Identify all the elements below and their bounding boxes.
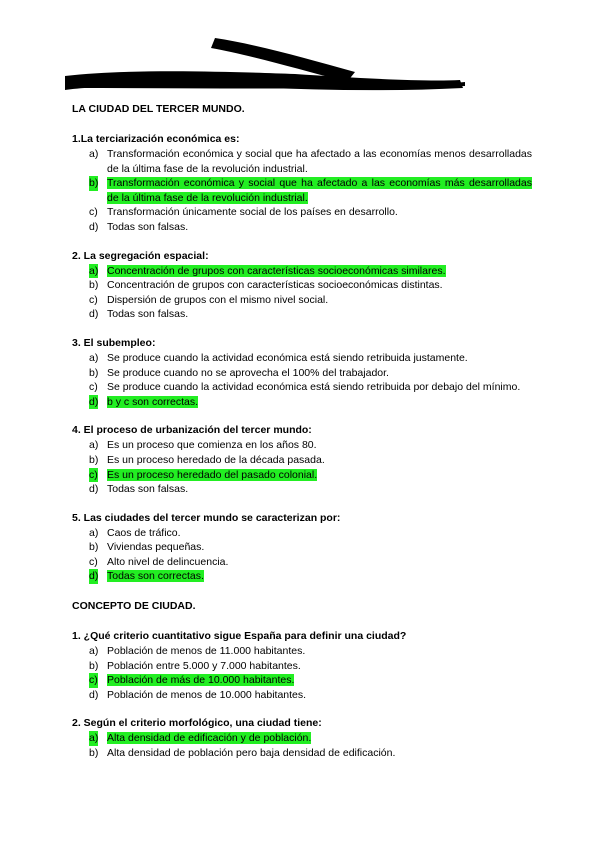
option-text: Viviendas pequeñas.	[107, 541, 205, 554]
option-text: Todas son falsas.	[107, 308, 189, 321]
answer-options	[72, 644, 532, 702]
option-text: b y c son correctas.	[107, 395, 199, 408]
question-block	[72, 629, 532, 702]
option-letter: b)	[89, 453, 99, 466]
option-text: Caos de tráfico.	[107, 526, 181, 539]
option-text: Transformación económica y social que ha afectado a las economías menos desarrolladas de la última fase de la revolución industrial.	[107, 148, 532, 175]
option-letter: d)	[89, 220, 99, 233]
answer-option	[89, 526, 532, 541]
answer-option-correct	[89, 264, 532, 279]
answer-option	[89, 205, 532, 220]
answer-option-correct	[89, 673, 532, 688]
answer-option	[89, 147, 532, 176]
answer-option	[89, 453, 532, 468]
option-text: Todas son correctas.	[107, 570, 204, 583]
option-letter: a)	[89, 645, 99, 658]
option-text: Es un proceso que comienza en los años 80.	[107, 439, 317, 452]
option-text: Es un proceso heredado del pasado colonial.	[107, 468, 318, 481]
option-letter: d)	[89, 570, 99, 583]
answer-option	[89, 555, 532, 570]
question-text: 3. El subempleo:	[72, 336, 156, 349]
question-block	[72, 132, 532, 235]
option-text: Es un proceso heredado de la década pasada.	[107, 453, 325, 466]
option-text: Población entre 5.000 y 7.000 habitantes.	[107, 659, 301, 672]
answer-option	[89, 644, 532, 659]
option-letter: d)	[89, 483, 99, 496]
answer-options	[72, 351, 532, 409]
option-letter: b)	[89, 177, 99, 190]
question-block	[72, 423, 532, 496]
option-text: Se produce cuando no se aprovecha el 100% del trabajador.	[107, 366, 389, 379]
option-text: Población de menos de 11.000 habitantes.	[107, 645, 306, 658]
option-letter: a)	[89, 526, 99, 539]
answer-options	[72, 526, 532, 584]
option-text: Todas son falsas.	[107, 483, 189, 496]
question-block	[72, 249, 532, 322]
option-letter: c)	[89, 468, 98, 481]
option-letter: a)	[89, 732, 99, 745]
option-text: Transformación únicamente social de los países en desarrollo.	[107, 206, 398, 219]
answer-option	[89, 688, 532, 703]
answer-option	[89, 540, 532, 555]
question-text: 5. Las ciudades del tercer mundo se caracterizan por:	[72, 511, 341, 524]
option-text: Todas son falsas.	[107, 220, 189, 233]
option-text: Se produce cuando la actividad económica está siendo retribuida por debajo del mínimo.	[107, 381, 521, 394]
answer-option	[89, 307, 532, 322]
answer-option	[89, 293, 532, 308]
answer-option	[89, 438, 532, 453]
option-letter: c)	[89, 555, 98, 568]
answer-option	[89, 351, 532, 366]
section-title: CONCEPTO DE CIUDAD.	[72, 600, 196, 613]
option-letter: a)	[89, 148, 99, 160]
answer-options	[72, 147, 532, 235]
answer-option	[89, 659, 532, 674]
answer-option-correct	[89, 731, 532, 746]
answer-option-correct	[89, 395, 532, 410]
option-letter: d)	[89, 395, 99, 408]
option-text: Alto nivel de delincuencia.	[107, 555, 229, 568]
question-text: 1.La terciarización económica es:	[72, 133, 240, 145]
answer-option	[89, 220, 532, 235]
option-text: Dispersión de grupos con el mismo nivel social.	[107, 293, 329, 306]
option-text: Transformación económica y social que ha afectado a las economías más desarrolladas de la última fase de la revolución industrial.	[107, 177, 532, 204]
question-text: 2. La segregación espacial:	[72, 249, 209, 262]
question-block	[72, 336, 532, 409]
option-text: Concentración de grupos con características socioeconómicas similares.	[107, 264, 446, 277]
question-text: 2. Según el criterio morfológico, una ciudad tiene:	[72, 717, 322, 730]
option-text: Población de más de 10.000 habitantes.	[107, 674, 295, 687]
option-text: Alta densidad de edificación y de población.	[107, 732, 312, 745]
answer-option	[89, 366, 532, 381]
question-text: 1. ¿Qué criterio cuantitativo sigue España para definir una ciudad?	[72, 630, 407, 643]
option-letter: b)	[89, 541, 99, 554]
option-letter: c)	[89, 206, 98, 219]
answer-option-correct	[89, 569, 532, 584]
option-letter: c)	[89, 293, 98, 306]
option-letter: d)	[89, 688, 99, 701]
redaction-scribble	[55, 28, 475, 108]
answer-options	[72, 264, 532, 322]
option-letter: b)	[89, 366, 99, 379]
option-letter: a)	[89, 264, 99, 277]
answer-option-correct	[89, 468, 532, 483]
question-text: 4. El proceso de urbanización del tercer mundo:	[72, 424, 312, 437]
option-letter: c)	[89, 674, 98, 687]
answer-option	[89, 278, 532, 293]
document-body	[72, 101, 532, 775]
option-letter: a)	[89, 351, 99, 364]
section-title: LA CIUDAD DEL TERCER MUNDO.	[72, 103, 245, 115]
question-block	[72, 511, 532, 584]
option-text: Se produce cuando la actividad económica está siendo retribuida justamente.	[107, 351, 468, 364]
option-letter: d)	[89, 308, 99, 321]
answer-options	[72, 731, 532, 760]
answer-option	[89, 482, 532, 497]
question-block	[72, 716, 532, 760]
option-letter: a)	[89, 439, 99, 452]
option-text: Población de menos de 10.000 habitantes.	[107, 688, 307, 701]
answer-option-correct	[89, 176, 532, 205]
option-letter: b)	[89, 747, 99, 760]
answer-option	[89, 380, 532, 395]
option-text: Alta densidad de población pero baja densidad de edificación.	[107, 747, 396, 760]
option-letter: c)	[89, 381, 98, 394]
answer-options	[72, 438, 532, 496]
answer-option	[89, 746, 532, 761]
option-text: Concentración de grupos con características socioeconómicas distintas.	[107, 279, 443, 292]
option-letter: b)	[89, 659, 99, 672]
option-letter: b)	[89, 279, 99, 292]
